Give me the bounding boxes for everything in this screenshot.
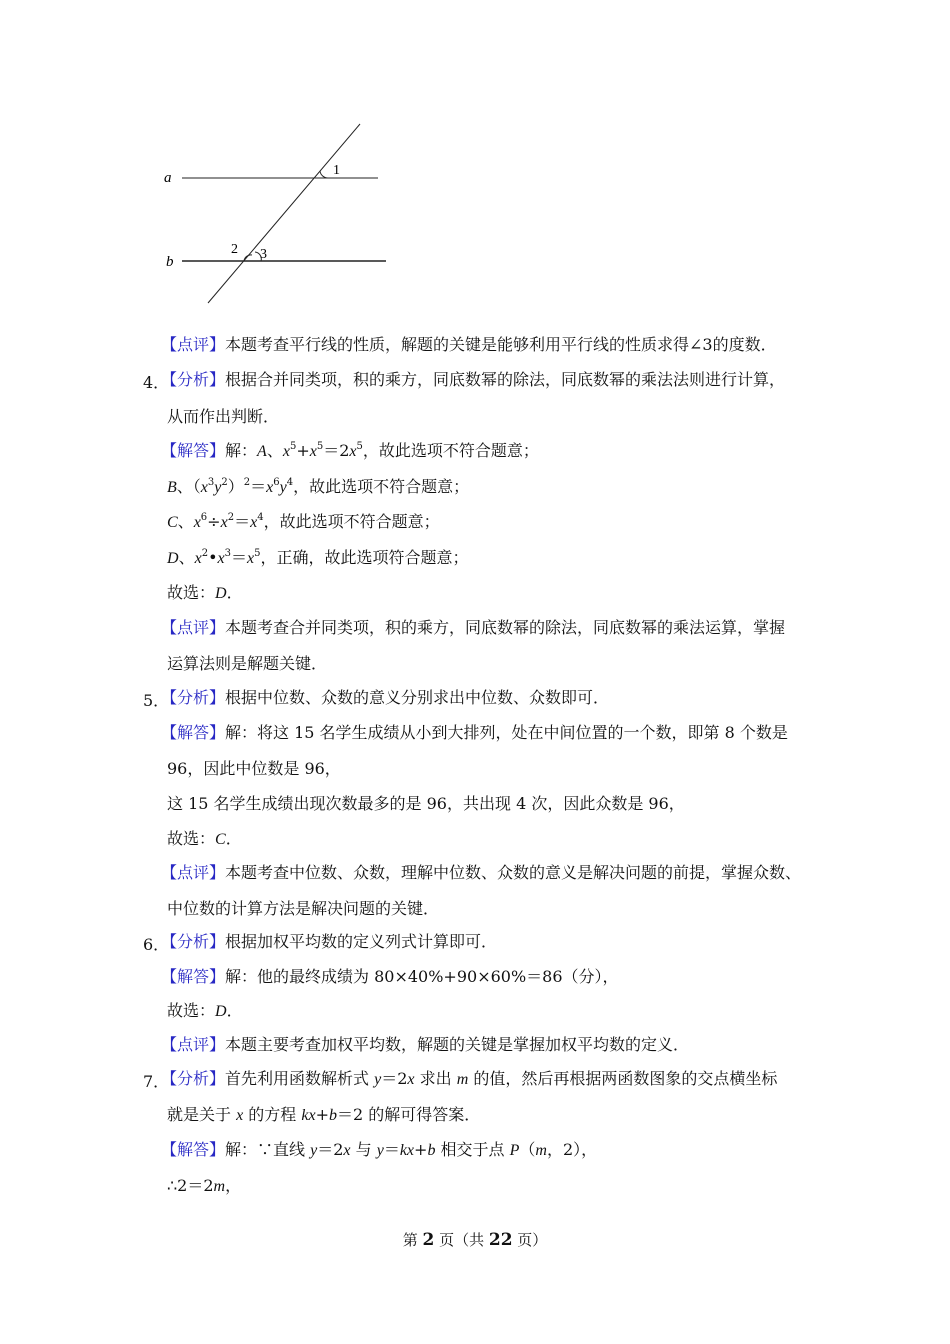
answer-tag: 【解答】 xyxy=(161,441,226,460)
q6-comment: 【点评】本题主要考查加权平均数，解题的关键是掌握加权平均数的定义． xyxy=(161,1035,690,1054)
angle-1-label: 1 xyxy=(333,163,340,178)
q6-choose: 故选：D． xyxy=(167,1001,243,1020)
q5-choose: 故选：C． xyxy=(167,829,242,848)
analysis-tag: 【分析】 xyxy=(161,370,226,389)
question-number: 7． xyxy=(143,1072,170,1091)
q4-choose: 故选：D． xyxy=(167,583,243,602)
comment-tag: 【点评】 xyxy=(161,863,226,882)
q5-comment-cont: 中位数的计算方法是解决问题的关键． xyxy=(167,899,440,918)
label-a: a xyxy=(164,170,172,186)
comment-tag: 【点评】 xyxy=(161,335,226,354)
answer-tag: 【解答】 xyxy=(161,723,226,742)
q4-comment: 【点评】本题考查合并同类项，积的乘方，同底数幂的除法，同底数幂的乘法运算，掌握 xyxy=(161,618,786,637)
comment-text: 本题考查平行线的性质，解题的关键是能够利用平行线的性质求得∠3的度数． xyxy=(225,335,777,354)
q4-answer-d: D、$x^2•x^3=x^5$，正确，故此选项符合题意； xyxy=(167,548,469,567)
question-number: 5． xyxy=(143,691,170,710)
answer-tag: 【解答】 xyxy=(161,967,226,986)
page-number: 2 xyxy=(422,1230,435,1250)
q7-answer: 【解答】解：∵直线 y＝2x 与 y＝kx+b 相交于点 P（m，2）， xyxy=(161,1140,598,1159)
q4-analysis-cont: 从而作出判断． xyxy=(167,407,280,426)
q5-analysis: 【分析】根据中位数、众数的意义分别求出中位数、众数即可． xyxy=(161,688,610,707)
q6-answer: 【解答】解：他的最终成绩为 80×40%+90×60%＝86（分）， xyxy=(161,967,619,986)
page-footer: 第 2 页（共 22 页） xyxy=(402,1230,548,1250)
q7-analysis: 【分析】首先利用函数解析式 y＝2x 求出 m 的值，然后再根据两函数图象的交点横坐标 xyxy=(161,1069,778,1088)
question-number: 4． xyxy=(143,373,170,392)
answer-tag: 【解答】 xyxy=(161,1140,226,1159)
q4-answer-c: C、$x^6\div x^2=x^4$，故此选项不符合题意； xyxy=(167,512,440,531)
angle-2-label: 2 xyxy=(231,242,238,257)
comment-tag: 【点评】 xyxy=(161,1035,226,1054)
q5-answer: 【解答】解：将这 15 名学生成绩从小到大排列，处在中间位置的一个数，即第 8 个数是 xyxy=(161,723,788,742)
q5-comment: 【点评】本题考查中位数、众数，理解中位数、众数的意义是解决问题的前提，掌握众数、 xyxy=(161,863,802,882)
analysis-tag: 【分析】 xyxy=(161,688,226,707)
q4-answer-b: B、$(x^3y^2)^2=x^6y^4$，故此选项不符合题意； xyxy=(167,477,470,496)
question-number: 6． xyxy=(143,935,170,954)
analysis-tag: 【分析】 xyxy=(161,1069,226,1088)
page-total: 22 xyxy=(488,1230,513,1250)
q5-answer-3: 这 15 名学生成绩出现次数最多的是 96，共出现 4 次，因此众数是 96， xyxy=(167,794,685,813)
q4-comment-cont: 运算法则是解题关键． xyxy=(167,654,328,673)
q4-answer-a: 【解答】解：A、$x^5+x^5=2x^5$，故此选项不符合题意； xyxy=(161,441,539,460)
q7-analysis-cont: 就是关于 x 的方程 kx+b＝2 的解可得答案． xyxy=(167,1105,481,1124)
angle-1-arc xyxy=(320,171,328,178)
analysis-tag: 【分析】 xyxy=(161,932,226,951)
q7-answer-2: ∴2＝2m， xyxy=(167,1176,242,1195)
transversal-line xyxy=(208,124,360,303)
angle-3-label: 3 xyxy=(260,247,267,262)
q5-answer-2: 96，因此中位数是 96， xyxy=(167,759,341,778)
comment-tag: 【点评】 xyxy=(161,618,226,637)
q6-analysis: 【分析】根据加权平均数的定义列式计算即可． xyxy=(161,932,498,951)
angle-2-arc xyxy=(244,255,252,261)
q4-analysis: 【分析】根据合并同类项，积的乘方，同底数幂的除法，同底数幂的乘法法则进行计算， xyxy=(161,370,786,389)
q3-comment xyxy=(161,335,777,355)
label-b: b xyxy=(166,254,174,270)
parallel-lines-figure xyxy=(160,118,400,308)
